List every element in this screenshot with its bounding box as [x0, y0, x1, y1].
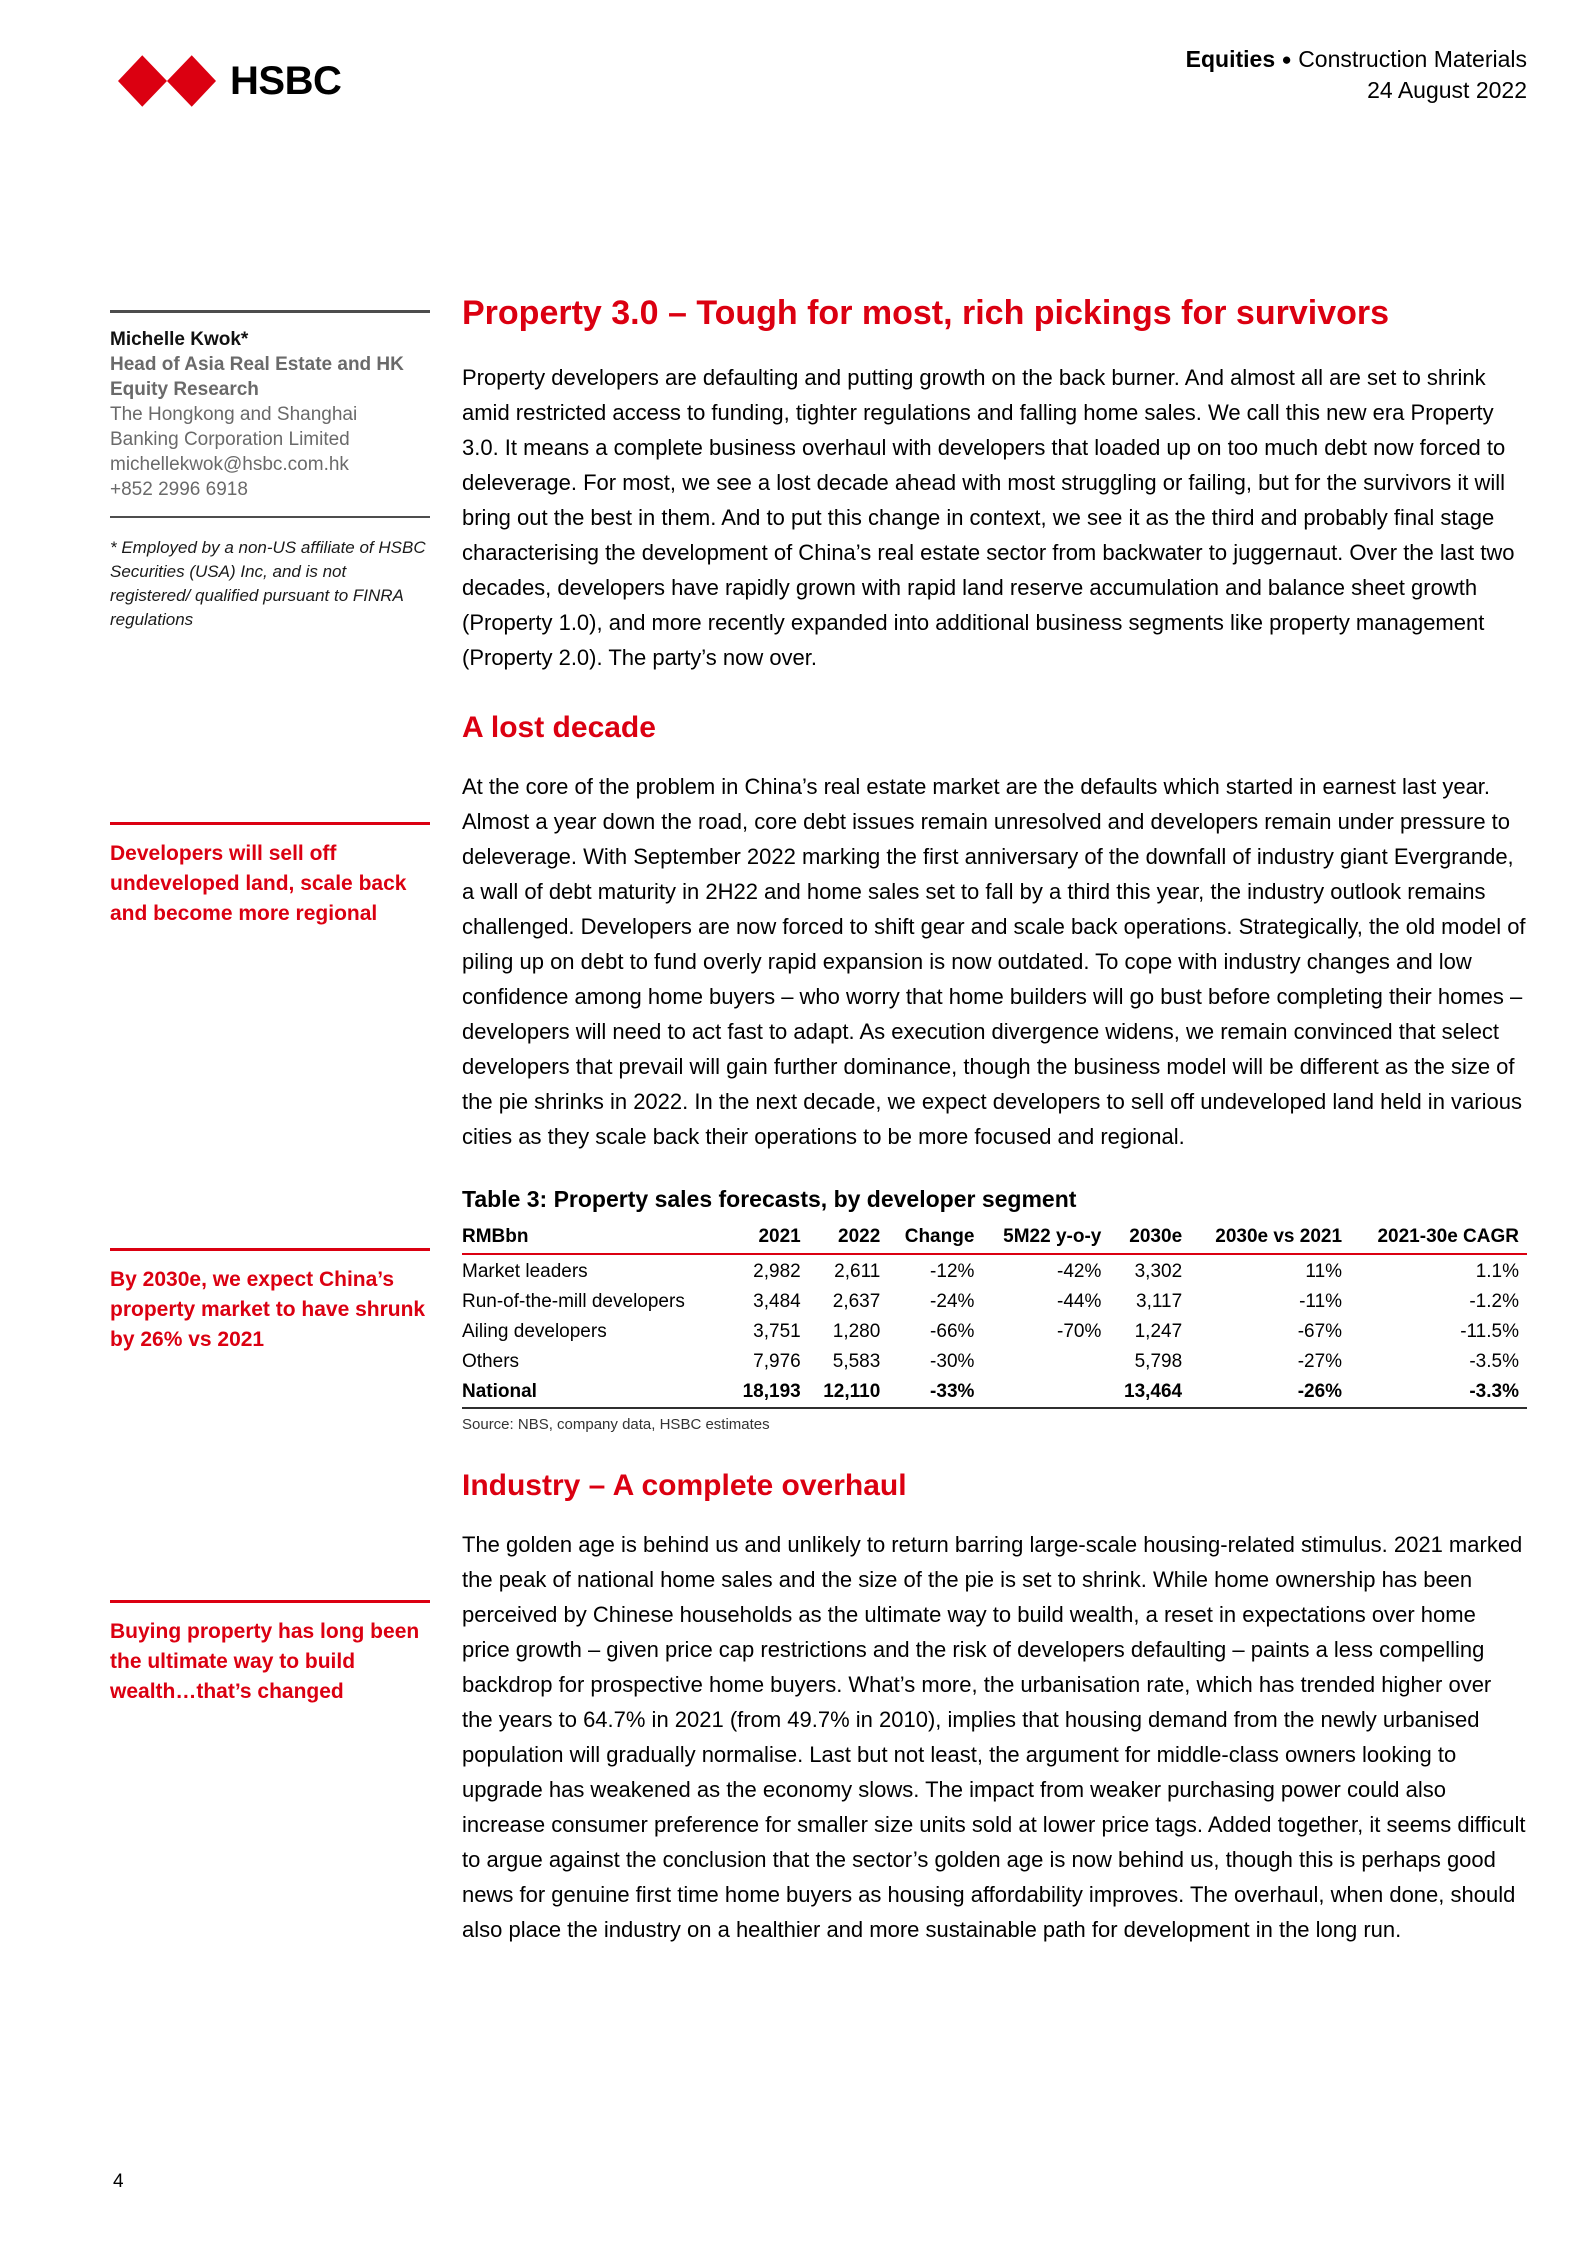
cell-2021: 7,976	[753, 1351, 801, 1372]
cell-5m22: -70%	[1057, 1321, 1102, 1342]
col-header-cagr: 2021-30e CAGR	[1350, 1224, 1527, 1254]
cell-2021: 18,193	[728, 1377, 809, 1408]
table-caption: Table 3: Property sales forecasts, by developer segment	[462, 1186, 1077, 1212]
col-header-2022: 2022	[809, 1224, 889, 1254]
section-heading-lost-decade: A lost decade	[462, 711, 656, 744]
table-3-block	[462, 1184, 1527, 1433]
cell-change: -12%	[930, 1261, 975, 1282]
col-header-5m22-yoy: 5M22 y-o-y	[982, 1224, 1109, 1254]
sidebar-author-block	[110, 310, 430, 632]
author-email[interactable]: michellekwok@hsbc.com.hk	[110, 454, 349, 475]
author-company-line2: Banking Corporation Limited	[110, 429, 350, 450]
row-label: Ailing developers	[462, 1321, 607, 1342]
cell-2022: 12,110	[809, 1377, 889, 1408]
table-row	[462, 1347, 1527, 1377]
cell-2021: 3,751	[753, 1321, 801, 1342]
cell-cagr: 1.1%	[1475, 1261, 1519, 1282]
divider-bottom	[110, 516, 430, 518]
cell-2030e-vs-2021: -26%	[1190, 1377, 1350, 1408]
cell-2022: 2,611	[834, 1261, 881, 1282]
cell-2030e-vs-2021: -11%	[1299, 1291, 1343, 1312]
cell-2030e: 3,302	[1134, 1261, 1183, 1282]
bullet-separator-icon: ●	[1281, 50, 1292, 69]
table-row	[462, 1254, 1527, 1287]
cell-5m22	[982, 1347, 1109, 1377]
table-source-note: Source: NBS, company data, HSBC estimates	[462, 1416, 770, 1433]
author-title: Head of Asia Real Estate and HK Equity Research	[110, 354, 404, 400]
divider-top	[110, 310, 430, 313]
page-title: Property 3.0 – Tough for most, rich pickings for survivors	[462, 294, 1390, 332]
sidebar-callout-2: By 2030e, we expect China’s property market to have shrunk by 26% vs 2021	[110, 1248, 430, 1355]
header-category-rest: Construction Materials	[1298, 46, 1527, 72]
col-header-2030e-vs-2021: 2030e vs 2021	[1190, 1224, 1350, 1254]
cell-5m22	[982, 1377, 1109, 1408]
sidebar-callout-1: Developers will sell off undeveloped land, scale back and become more regional	[110, 822, 430, 929]
property-sales-forecast-table	[462, 1224, 1527, 1409]
row-label: Market leaders	[462, 1261, 588, 1282]
row-label: Others	[462, 1351, 520, 1372]
cell-2022: 2,637	[832, 1291, 881, 1312]
col-header-change: Change	[888, 1224, 982, 1254]
intro-paragraph: Property developers are defaulting and putting growth on the back burner. And almost all are set to shrink amid restricted access to funding, tighter regulations and falling home sales. We call this new era Property 3.0. It means a complete business overhaul with developers that loaded up on too much debt now forced to deleverage. For most, we see a lost decade ahead with most struggling or failing, but for the survivors it will bring out the best in them. And to put this change in context, we see it as the third and probably final stage characterising the development of China’s real estate sector from backwater to juggernaut. Over the last two decades, developers have rapidly grown with rapid land reserve accumulation and balance sheet growth (Property 1.0), and more recently expanded into additional business segments like property management (Property 2.0). The party’s now over.	[462, 365, 1515, 670]
table-header-row	[462, 1224, 1527, 1254]
section-paragraph-industry-overhaul: The golden age is behind us and unlikely to return barring large-scale housing-related stimulus. 2021 marked the peak of national home sales and the size of the pie is set to shrink. While home ownership has been perceived by Chinese households as the ultimate way to build wealth, a reset in expectations over home price growth – given price cap restrictions and the risk of developers defaulting – paints a less compelling backdrop for prospective home buyers. What’s more, the urbanisation rate, which has trended higher over the years to 64.7% in 2021 (from 49.7% in 2010), implies that housing demand from the newly urbanised population will gradually normalise. Last but not least, the argument for middle-class owners looking to upgrade has weakened as the economy slows. The impact from weaker purchasing power could also increase consumer preference for smaller size units sold at lower price tags. Added together, it seems difficult to argue against the conclusion that the sector’s golden age is now behind us, though this is perhaps good news for genuine first time home buyers as housing affordability improves. The overhaul, when done, should also place the industry on a healthier and more sustainable path for development in the long run.	[462, 1532, 1526, 1942]
section-paragraph-lost-decade: At the core of the problem in China’s real estate market are the defaults which started in earnest last year. Almost a year down the road, core debt issues remain unresolved and developers remain under pressure to deleverage. With September 2022 marking the first anniversary of the downfall of industry giant Evergrande, a wall of debt maturity in 2H22 and home sales set to fall by a third this year, the industry outlook remains challenged. Developers are now forced to shift gear and scale back operations. Strategically, the old model of piling up on debt to fund overly rapid expansion is now outdated. To cope with industry changes and low confidence among home buyers – who worry that home builders will go bust before completing their homes – developers will need to act fast to adapt. As execution divergence widens, we remain convinced that select developers that prevail will gain further dominance, though the business model will be different as the size of the pie shrinks in 2022. In the next decade, we expect developers to sell off undeveloped land held in various cities as they scale back their operations to be more focused and regional.	[462, 774, 1526, 1149]
cell-change: -30%	[930, 1351, 975, 1372]
cell-change: -33%	[888, 1377, 982, 1408]
cell-2030e: 13,464	[1109, 1377, 1190, 1408]
col-header-2021: 2021	[728, 1224, 809, 1254]
col-header-rmbbn: RMBbn	[462, 1224, 728, 1254]
cell-2030e-vs-2021: 11%	[1305, 1261, 1343, 1282]
cell-2021: 3,484	[753, 1291, 801, 1312]
cell-2030e: 1,247	[1134, 1321, 1183, 1342]
table-row	[462, 1287, 1527, 1317]
header-category-bold: Equities	[1185, 46, 1276, 72]
header-meta	[1186, 44, 1527, 106]
cell-change: -24%	[930, 1291, 975, 1312]
table-row	[462, 1317, 1527, 1347]
cell-change: -66%	[930, 1321, 975, 1342]
hsbc-wordmark: HSBC	[230, 58, 342, 103]
header-category-line	[1186, 44, 1527, 75]
sidebar-callout-3: Buying property has long been the ultimate way to build wealth…that’s changed	[110, 1600, 430, 1707]
hsbc-logo	[118, 55, 341, 107]
author-company-line1: The Hongkong and Shanghai	[110, 404, 358, 425]
author-phone: +852 2996 6918	[110, 479, 248, 500]
author-footnote: * Employed by a non-US affiliate of HSBC Securities (USA) Inc, and is not registered/ qualified pursuant to FINRA regulations	[110, 538, 426, 629]
cell-cagr: -3.5%	[1469, 1351, 1519, 1372]
cell-cagr: -1.2%	[1469, 1291, 1519, 1312]
page-header	[0, 0, 1587, 150]
hsbc-hexagon-icon	[118, 55, 216, 107]
cell-2030e-vs-2021: -27%	[1297, 1351, 1343, 1372]
cell-2022: 1,280	[832, 1321, 881, 1342]
header-date: 24 August 2022	[1367, 77, 1527, 103]
author-name: Michelle Kwok*	[110, 329, 249, 350]
page-number: 4	[113, 2171, 124, 2192]
cell-2021: 2,982	[753, 1261, 801, 1282]
cell-2030e: 3,117	[1136, 1291, 1183, 1312]
table-total-row	[462, 1377, 1527, 1408]
row-label: Run-of-the-mill developers	[462, 1291, 685, 1312]
cell-5m22: -42%	[1057, 1261, 1102, 1282]
cell-cagr: -3.3%	[1350, 1377, 1527, 1408]
cell-5m22: -44%	[1057, 1291, 1102, 1312]
cell-2030e-vs-2021: -67%	[1297, 1321, 1343, 1342]
row-label: National	[462, 1377, 728, 1408]
cell-2030e: 5,798	[1134, 1351, 1183, 1372]
cell-cagr: -11.5%	[1460, 1321, 1519, 1342]
col-header-2030e: 2030e	[1109, 1224, 1190, 1254]
cell-2022: 5,583	[832, 1351, 881, 1372]
main-content	[462, 292, 1527, 1973]
section-heading-industry-overhaul: Industry – A complete overhaul	[462, 1469, 907, 1502]
